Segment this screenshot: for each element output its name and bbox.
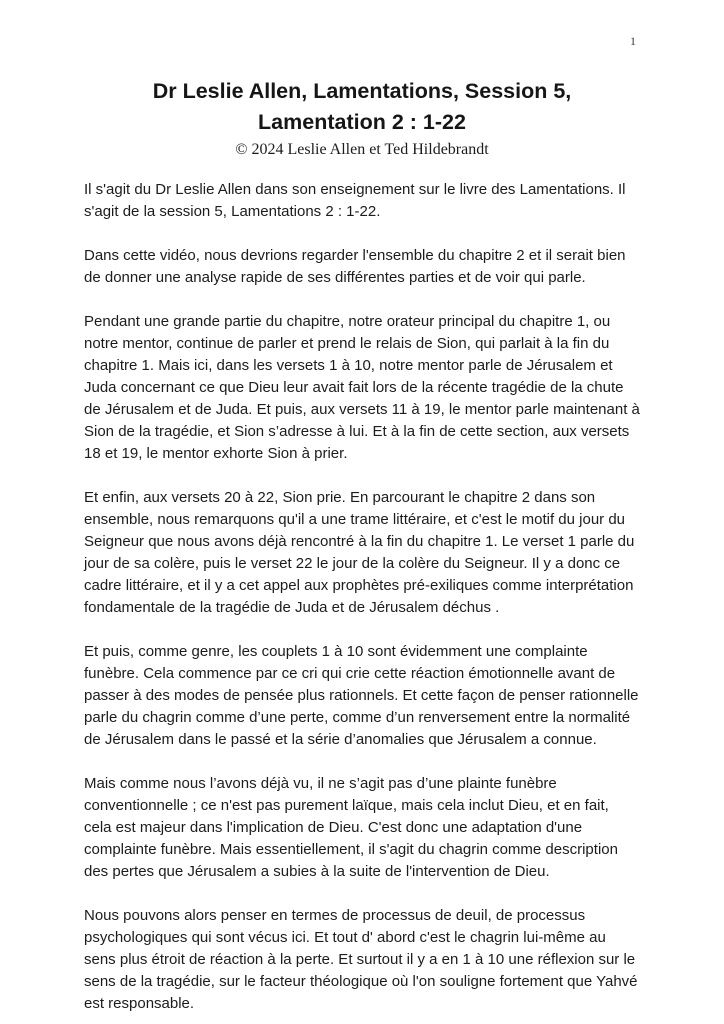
title-line-2: Lamentation 2 : 1-22 [258, 110, 466, 134]
paragraph: Mais comme nous l’avons déjà vu, il ne s’agit pas d’une plainte funèbre conventionnelle ; ce n'est pas purement laïque, mais cela inclut Dieu, et en fait, cela est majeur dans l'implication de Dieu. C'est donc une adaptation d'une complainte funèbre. Mais essentiellement, il s'agit du chagrin comme description des pertes que Jérusalem a subies à la suite de l'intervention de Dieu. [84, 775, 618, 880]
paragraph: Dans cette vidéo, nous devrions regarder l'ensemble du chapitre 2 et il serait bien de donner une analyse rapide de ses différentes parties et de voir qui parle. [84, 247, 626, 286]
paragraph: Il s'agit du Dr Leslie Allen dans son enseignement sur le livre des Lamentations. Il s'agit de la session 5, Lamentations 2 : 1-22. [84, 181, 626, 220]
paragraph: Et enfin, aux versets 20 à 22, Sion prie. En parcourant le chapitre 2 dans son ensemble, nous remarquons qu'il a une trame littéraire, et c'est le motif du jour du Seigneur que nous avons déjà rencontré à la fin du chapitre 1. Le verset 1 parle du jour de sa colère, puis le verset 22 le jour de la colère du Seigneur. Il y a donc ce cadre littéraire, et il y a cet appel aux prophètes pré-exiliques comme interprétation fondamentale de la tragédie de Juda et de Jérusalem déchus . [84, 489, 635, 616]
document-title [84, 76, 640, 138]
paragraph: Nous pouvons alors penser en termes de processus de deuil, de processus psychologiques qui sont vécus ici. Et tout d' abord c'est le chagrin lui-même au sens plus étroit de réaction à la perte. Et surtout il y a en 1 à 10 une réflexion sur le sens de la tragédie, sur le facteur théologique où l'on souligne fortement que Yahvé est responsable. [84, 907, 638, 1012]
copyright-line: © 2024 Leslie Allen et Ted Hildebrandt [235, 141, 489, 158]
document-body [84, 179, 640, 1015]
page-number: 1 [630, 34, 636, 48]
title-line-1: Dr Leslie Allen, Lamentations, Session 5, [152, 79, 572, 103]
paragraph: Pendant une grande partie du chapitre, notre orateur principal du chapitre 1, ou notre mentor, continue de parler et prend le relais de Sion, qui parlait à la fin du chapitre 1. Mais ici, dans les versets 1 à 10, notre mentor parle de Jérusalem et Juda concernant ce que Dieu leur avait fait lors de la récente tragédie de la chute de Jérusalem et de Juda. Et puis, aux versets 11 à 19, le mentor parle maintenant à Sion de la tragédie, et Sion s’adresse à lui. Et à la fin de cette section, aux versets 18 et 19, le mentor exhorte Sion à prier. [84, 313, 640, 462]
paragraph: Et puis, comme genre, les couplets 1 à 10 sont évidemment une complainte funèbre. Cela commence par ce cri qui crie cette réaction émotionnelle avant de passer à des modes de pensée plus rationnels. Et cette façon de penser rationnelle parle du chagrin comme d’une perte, comme d’un renversement entre la normalité de Jérusalem dans le passé et la série d’anomalies que Jérusalem a connue. [84, 643, 639, 748]
